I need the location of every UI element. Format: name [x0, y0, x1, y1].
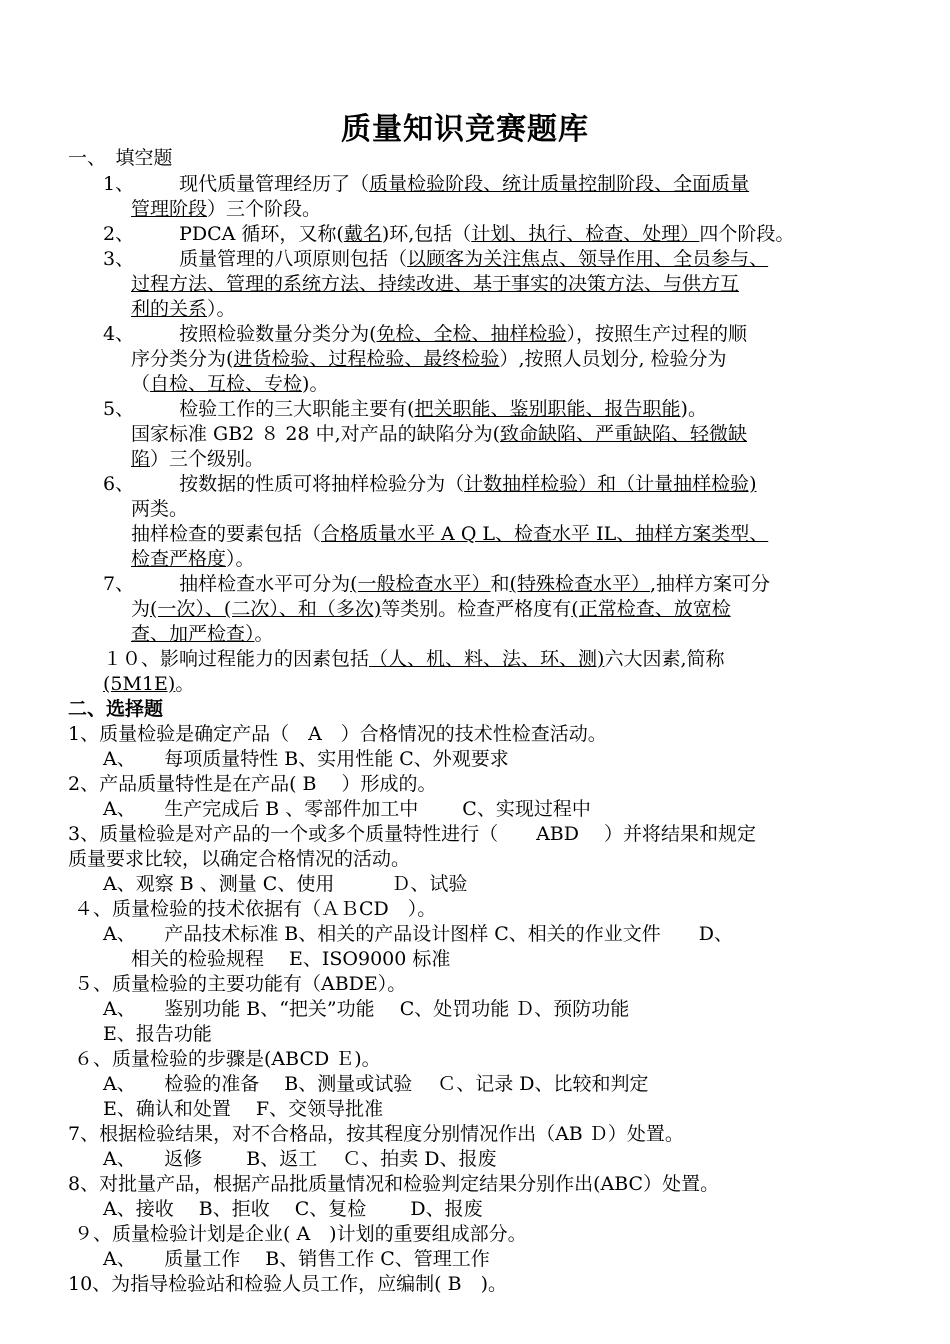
fill-question-10-cont: [103, 672, 194, 697]
answer-text: 过程方法、管理的系统方法、持续改进、基于事实的决策方法、与供方互: [131, 273, 740, 295]
choice-options-7: A、 返修 B、返工 Ｃ、拍卖 D、报废: [103, 1148, 497, 1170]
question-number: 7、: [103, 573, 135, 595]
answer-text: 质量检验阶段、统计质量控制阶段、全面质量: [369, 173, 750, 195]
question-text: 抽样检查的要素包括（: [131, 523, 322, 545]
choice-question-8: 8、对批量产品，根据产品批质量情况和检验判定结果分别作出(ABC）处置。: [68, 1173, 720, 1195]
question-text: 国家标准 GB2 ８ 28 中,对产品的缺陷分为(: [131, 423, 501, 445]
choice-options-9: A、 质量工作 B、销售工作 C、管理工作: [103, 1248, 490, 1270]
answer-text: 进货检验、过程检验、最终检验: [233, 348, 500, 370]
question-text: 四个阶段。: [699, 223, 795, 245]
question-text: 序分类分为(: [131, 348, 234, 370]
choice-question-9: ９、质量检验计划是企业( A )计划的重要组成部分。: [74, 1223, 527, 1245]
answer-text: (5M1E): [103, 673, 176, 695]
question-number: 2、: [103, 223, 135, 245]
choice-question-5: ５、质量检验的主要功能有（ABDE）。: [74, 973, 407, 995]
fill-question-6: [103, 472, 757, 497]
fill-question-2: [103, 222, 794, 247]
choice-question-3-cont: 质量要求比较，以确定合格情况的活动。: [68, 848, 411, 870]
question-text: ）三个阶段。: [207, 198, 322, 220]
section-heading-choice: 二、选择题: [68, 698, 164, 720]
question-text: （: [131, 373, 151, 395]
choice-options-6: A、 检验的准备 B、测量或试验 Ｃ、记录 D、比较和判定: [103, 1073, 649, 1095]
choice-question-1: 1、质量检验是确定产品（ A ）合格情况的技术性检查活动。: [68, 723, 607, 745]
answer-text: (正常检查、放宽检: [571, 598, 731, 620]
fill-question-5-cont: [131, 447, 264, 472]
answer-text: （人、机、料、法、环、测): [369, 648, 605, 670]
choice-options-4-cont: 相关的检验规程 E、ISO9000 标准: [131, 948, 451, 970]
choice-options-1: A、 每项质量特性 B、实用性能 C、外观要求: [103, 748, 509, 770]
choice-options-5-cont: E、报告功能: [103, 1023, 212, 1045]
question-text: )。: [680, 398, 707, 420]
choice-options-8: A、接收 B、拒收 C、复检 D、报废: [103, 1198, 483, 1220]
question-text: ）,按照人员划分, 检验分为: [499, 348, 727, 370]
answer-text: 检查严格度: [131, 548, 227, 570]
fill-question-6-cont: [131, 522, 768, 547]
answer-text: (一般检查水平）: [350, 573, 491, 595]
question-text: ）三个级别。: [150, 448, 265, 470]
fill-question-4: [103, 322, 747, 347]
answer-text: 把关职能、鉴别职能、报告职能: [414, 398, 681, 420]
fill-question-4-cont: [131, 347, 727, 372]
question-text: 和: [490, 573, 510, 595]
question-text: 按数据的性质可将抽样检验分为（: [179, 473, 465, 495]
question-text: ）。: [226, 548, 255, 570]
answer-text: 查、加严检查）: [131, 623, 255, 645]
answer-text: 致命缺陷、严重缺陷、轻微缺: [500, 423, 748, 445]
question-text: ），按照生产过程的顺: [566, 323, 748, 345]
answer-text: 自检、互检、专检: [150, 373, 303, 395]
question-text: )环,包括（: [381, 223, 472, 245]
fill-question-5-cont: [131, 422, 747, 447]
question-number: 6、: [103, 473, 135, 495]
choice-options-2: A、 生产完成后 B 、零部件加工中 C、实现过程中: [103, 798, 591, 820]
question-text: 两类。: [131, 498, 189, 520]
fill-question-7-cont: [131, 622, 274, 647]
question-text: 六大因素,简称: [604, 648, 725, 670]
answer-text: 合格质量水平 A Q L、检查水平 IL、抽样方案类型、: [321, 523, 769, 545]
fill-question-3-cont: [131, 272, 739, 297]
answer-text: (特殊检查水平）: [509, 573, 650, 595]
choice-question-6: ６、质量检验的步骤是(ABCD Ｅ)。: [74, 1048, 381, 1070]
choice-options-3: A、观察 B 、测量 C、使用 Ｄ、试验: [103, 873, 468, 895]
choice-question-7: 7、根据检验结果，对不合格品，按其程度分别情况作出（AB Ｄ）处置。: [68, 1123, 684, 1145]
question-text: ）。: [207, 298, 236, 320]
section-heading-fill: 一、 填空题: [68, 147, 173, 169]
answer-text: (一次）、(二次）、和（多次): [150, 598, 382, 620]
fill-question-4-cont: [131, 372, 328, 397]
question-text: 等类别。检查严格度有: [381, 598, 572, 620]
question-text: １０、影响过程能力的因素包括: [103, 648, 370, 670]
fill-question-3: [103, 247, 768, 272]
answer-text: 计数抽样检验）和（计量抽样检验): [464, 473, 757, 495]
question-text: 。: [175, 673, 195, 695]
fill-question-1: [103, 172, 749, 197]
question-number: 3、: [103, 248, 135, 270]
fill-question-1-cont: [131, 197, 321, 222]
choice-question-10: 10、为指导检验站和检验人员工作，应编制( B )。: [68, 1273, 508, 1295]
question-text: ,抽样方案可分: [649, 573, 771, 595]
fill-question-3-cont: [131, 297, 236, 322]
fill-question-7: [103, 572, 770, 597]
question-text: 检验工作的三大职能主要有(: [179, 398, 415, 420]
choice-options-6-cont: E、确认和处置 F、交领导批准: [103, 1098, 384, 1120]
answer-text: 陷: [131, 448, 151, 470]
fill-question-6-cont: [131, 497, 188, 522]
answer-text: 管理阶段: [131, 198, 208, 220]
fill-question-10: [103, 647, 724, 672]
question-number: 5、: [103, 398, 135, 420]
question-text: )。: [302, 373, 329, 395]
question-text: 现代质量管理经历了（: [179, 173, 370, 195]
question-text: 为: [131, 598, 151, 620]
question-text: PDCA 循环，又称(: [179, 223, 344, 245]
answer-text: 以顾客为关注焦点、领导作用、全员参与、: [407, 248, 769, 270]
answer-text: 戴名: [343, 223, 382, 245]
page-title: 质量知识竞赛题库: [341, 112, 589, 147]
question-number: 1、: [103, 173, 135, 195]
choice-options-4: A、 产品技术标准 B、相关的产品设计图样 C、相关的作业文件 D、: [103, 923, 734, 945]
question-number: 4、: [103, 323, 135, 345]
question-text: 质量管理的八项原则包括（: [179, 248, 408, 270]
choice-options-5: A、 鉴别功能 B、“把关”功能 C、处罚功能 Ｄ、预防功能: [103, 998, 630, 1020]
choice-question-3: 3、质量检验是对产品的一个或多个质量特性进行（ ABD ）并将结果和规定: [68, 823, 757, 845]
answer-text: 计划、执行、检查、处理）: [471, 223, 700, 245]
fill-question-5: [103, 397, 707, 422]
answer-text: 免检、全检、抽样检验: [376, 323, 567, 345]
answer-text: 利的关系: [131, 298, 208, 320]
question-text: 抽样检查水平可分为: [179, 573, 351, 595]
fill-question-7-cont: [131, 597, 731, 622]
question-text: 按照检验数量分类分为(: [179, 323, 377, 345]
choice-question-2: 2、产品质量特性是在产品( B ）形成的。: [68, 773, 437, 795]
fill-question-6-cont: [131, 547, 255, 572]
question-text: 。: [254, 623, 274, 645]
choice-question-4: ４、质量检验的技术依据有（ＡＢCD ）。: [74, 898, 437, 920]
